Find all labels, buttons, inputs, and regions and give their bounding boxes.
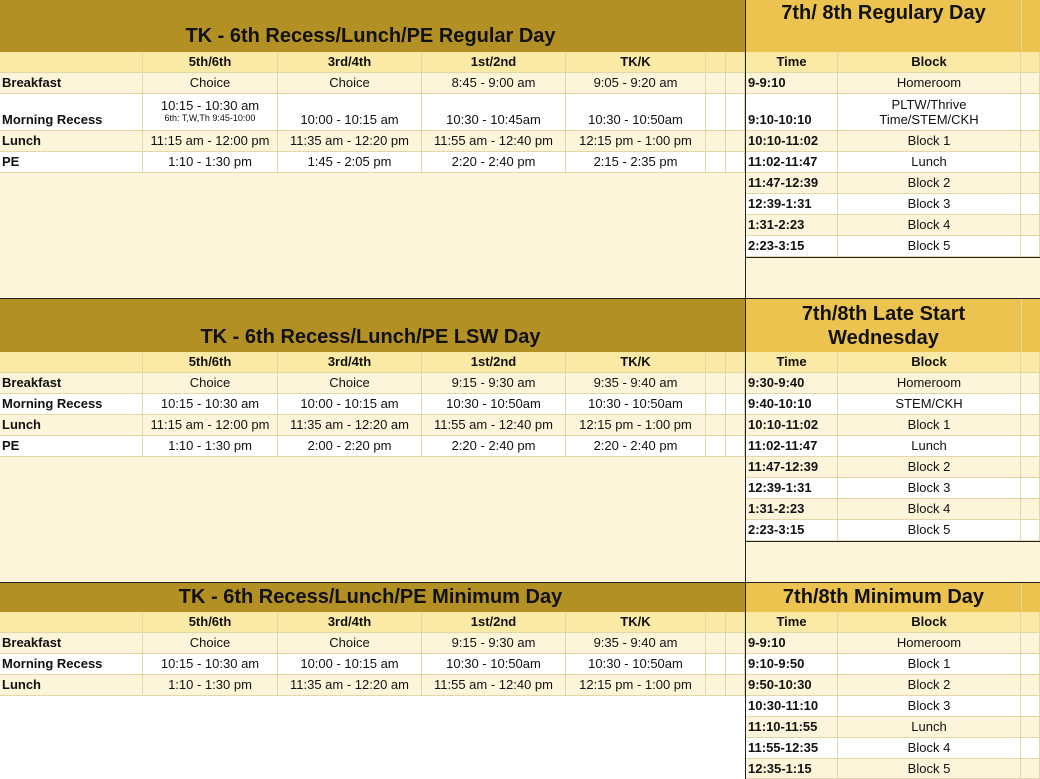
block-cell: Block 5 — [838, 759, 1021, 779]
time-cell: 9:50-10:30 — [746, 675, 838, 696]
table-row — [746, 194, 1040, 215]
recess-time: 10:15 - 10:30 am — [160, 98, 260, 113]
table-row — [746, 394, 1040, 415]
table-cell: 2:20 - 2:40 pm — [566, 436, 706, 457]
table-row — [746, 73, 1040, 94]
block-cell: STEM/CKH — [838, 394, 1021, 415]
header-tk-k: TK/K — [566, 52, 706, 73]
time-cell: 9-9:10 — [746, 633, 838, 654]
block-cell: Block 2 — [838, 173, 1021, 194]
minimum-header-row — [0, 612, 745, 633]
table-cell — [726, 94, 745, 131]
time-cell: 1:31-2:23 — [746, 215, 838, 236]
block-cell — [838, 94, 1021, 131]
ms-regular-header-row — [746, 52, 1040, 73]
lsw-title: TK - 6th Recess/Lunch/PE LSW Day — [200, 326, 541, 348]
table-cell: 9:35 - 9:40 am — [566, 633, 706, 654]
table-row — [0, 675, 745, 696]
minimum-title-bar — [0, 583, 745, 612]
time-text: 9:10-10:10 — [748, 112, 812, 127]
table-cell: 2:20 - 2:40 pm — [422, 436, 566, 457]
table-cell: 11:15 am - 12:00 pm — [143, 131, 278, 152]
table-cell: 10:00 - 10:15 am — [278, 394, 422, 415]
regular-header-row — [0, 52, 745, 73]
row-label: Breakfast — [0, 73, 143, 94]
table-cell: Choice — [143, 73, 278, 94]
header-tk-k: TK/K — [566, 352, 706, 373]
table-cell: 11:55 am - 12:40 pm — [422, 131, 566, 152]
time-cell: 9:30-9:40 — [746, 373, 838, 394]
table-cell — [422, 94, 566, 131]
row-label: PE — [0, 436, 143, 457]
block-cell: Block 3 — [838, 696, 1021, 717]
table-cell — [1021, 236, 1040, 257]
table-row — [746, 457, 1040, 478]
table-row — [0, 415, 745, 436]
table-cell: 9:05 - 9:20 am — [566, 73, 706, 94]
time-cell: 12:39-1:31 — [746, 194, 838, 215]
header-5th-6th: 5th/6th — [143, 352, 278, 373]
table-cell — [706, 131, 726, 152]
header-time: Time — [746, 52, 838, 73]
table-cell — [566, 94, 706, 131]
table-row — [746, 633, 1040, 654]
time-cell: 1:31-2:23 — [746, 499, 838, 520]
table-cell — [1021, 173, 1040, 194]
ms-late-title-line2: Wednesday — [828, 327, 939, 349]
block-cell: Lunch — [838, 152, 1021, 173]
table-cell: 9:15 - 9:30 am — [422, 633, 566, 654]
table-cell: 11:35 am - 12:20 pm — [278, 131, 422, 152]
table-row — [746, 654, 1040, 675]
table-cell — [706, 373, 726, 394]
ms-late-title-bar — [746, 299, 1021, 352]
time-cell: 11:02-11:47 — [746, 152, 838, 173]
table-cell — [1021, 478, 1040, 499]
table-cell: Choice — [143, 373, 278, 394]
table-cell: 9:15 - 9:30 am — [422, 373, 566, 394]
ms-minimum-title-spacer — [1021, 583, 1040, 612]
time-cell — [746, 94, 838, 131]
table-row — [746, 738, 1040, 759]
block-cell: Block 1 — [838, 415, 1021, 436]
table-row — [746, 499, 1040, 520]
table-cell: Choice — [278, 633, 422, 654]
row-label: Breakfast — [0, 373, 143, 394]
table-cell — [1021, 73, 1040, 94]
block-cell: Block 2 — [838, 457, 1021, 478]
header-time: Time — [746, 612, 838, 633]
table-cell — [726, 131, 745, 152]
minimum-title: TK - 6th Recess/Lunch/PE Minimum Day — [178, 586, 563, 608]
table-row — [746, 520, 1040, 541]
time-cell: 10:10-11:02 — [746, 131, 838, 152]
header-3rd-4th: 3rd/4th — [278, 52, 422, 73]
table-cell — [143, 94, 278, 131]
row-label: Lunch — [0, 131, 143, 152]
table-cell — [726, 73, 745, 94]
ms-late-header-row — [746, 352, 1040, 373]
time-cell: 12:39-1:31 — [746, 478, 838, 499]
table-cell — [1021, 696, 1040, 717]
table-cell: 10:30 - 10:50am — [422, 654, 566, 675]
table-cell: 1:10 - 1:30 pm — [143, 152, 278, 173]
ms-regular-title-spacer — [1021, 0, 1040, 52]
block-cell: Block 5 — [838, 520, 1021, 541]
table-row — [0, 94, 745, 131]
table-cell: 1:45 - 2:05 pm — [278, 152, 422, 173]
block-cell: Block 1 — [838, 131, 1021, 152]
ms-regular-title: 7th/ 8th Regulary Day — [781, 2, 986, 24]
ms-late-title-spacer — [1021, 299, 1040, 352]
table-row — [746, 696, 1040, 717]
table-row — [746, 152, 1040, 173]
time-cell: 10:30-11:10 — [746, 696, 838, 717]
table-row — [0, 436, 745, 457]
header-spacer — [726, 352, 745, 373]
header-blank — [0, 52, 143, 73]
ms-minimum-title-bar — [746, 583, 1021, 612]
row-label-text: Morning Recess — [2, 112, 103, 127]
table-cell — [1021, 194, 1040, 215]
time-cell: 9-9:10 — [746, 73, 838, 94]
table-cell — [1021, 457, 1040, 478]
ms-minimum-header-row — [746, 612, 1040, 633]
time-cell: 11:55-12:35 — [746, 738, 838, 759]
block-cell: Block 5 — [838, 236, 1021, 257]
time-cell: 2:23-3:15 — [746, 520, 838, 541]
row-label: Morning Recess — [0, 394, 143, 415]
row-label: Morning Recess — [0, 654, 143, 675]
table-row — [746, 478, 1040, 499]
table-cell: Choice — [143, 633, 278, 654]
cell-text: 10:00 - 10:15 am — [300, 112, 399, 127]
table-cell — [726, 654, 745, 675]
block-cell: Block 3 — [838, 478, 1021, 499]
table-cell: 10:30 - 10:50am — [566, 394, 706, 415]
header-block: Block — [838, 352, 1021, 373]
header-spacer — [706, 352, 726, 373]
table-cell — [706, 73, 726, 94]
table-cell — [1021, 415, 1040, 436]
block-line-1: PLTW/Thrive — [891, 97, 967, 112]
table-cell — [706, 654, 726, 675]
table-cell — [1021, 738, 1040, 759]
table-cell — [1021, 499, 1040, 520]
table-cell: 10:30 - 10:50am — [422, 394, 566, 415]
header-spacer — [726, 612, 745, 633]
table-cell: 2:15 - 2:35 pm — [566, 152, 706, 173]
table-row — [0, 131, 745, 152]
row-label: Breakfast — [0, 633, 143, 654]
table-cell — [1021, 131, 1040, 152]
table-cell — [706, 633, 726, 654]
header-blank — [0, 352, 143, 373]
table-cell — [706, 394, 726, 415]
block-cell: Lunch — [838, 436, 1021, 457]
table-cell — [706, 415, 726, 436]
header-3rd-4th: 3rd/4th — [278, 612, 422, 633]
table-row — [746, 236, 1040, 257]
block-cell: Homeroom — [838, 633, 1021, 654]
table-cell: Choice — [278, 73, 422, 94]
table-cell — [1021, 520, 1040, 541]
table-bottom-border — [746, 541, 1040, 542]
table-row — [746, 94, 1040, 131]
table-cell: 11:35 am - 12:20 am — [278, 675, 422, 696]
table-row — [746, 717, 1040, 738]
table-row — [0, 373, 745, 394]
time-cell: 11:47-12:39 — [746, 173, 838, 194]
table-row — [746, 373, 1040, 394]
table-row — [0, 73, 745, 94]
table-row — [746, 131, 1040, 152]
time-cell: 11:47-12:39 — [746, 457, 838, 478]
header-spacer — [1021, 52, 1040, 73]
header-block: Block — [838, 52, 1021, 73]
cell-text: 10:30 - 10:50am — [588, 112, 683, 127]
ms-minimum-title: 7th/8th Minimum Day — [782, 586, 985, 608]
header-spacer — [726, 52, 745, 73]
row-label: Lunch — [0, 415, 143, 436]
table-cell — [726, 394, 745, 415]
table-cell — [726, 373, 745, 394]
header-5th-6th: 5th/6th — [143, 612, 278, 633]
table-cell — [726, 436, 745, 457]
table-row — [746, 173, 1040, 194]
table-cell: 10:00 - 10:15 am — [278, 654, 422, 675]
lsw-header-row — [0, 352, 745, 373]
header-time: Time — [746, 352, 838, 373]
time-cell: 10:10-11:02 — [746, 415, 838, 436]
block-cell: Block 3 — [838, 194, 1021, 215]
block-cell: Homeroom — [838, 73, 1021, 94]
time-cell: 2:23-3:15 — [746, 236, 838, 257]
table-cell: 8:45 - 9:00 am — [422, 73, 566, 94]
table-row — [0, 152, 745, 173]
header-3rd-4th: 3rd/4th — [278, 352, 422, 373]
header-block: Block — [838, 612, 1021, 633]
table-cell: 11:55 am - 12:40 pm — [422, 675, 566, 696]
cell-text: 10:30 - 10:45am — [446, 112, 541, 127]
regular-title: TK - 6th Recess/Lunch/PE Regular Day — [185, 25, 556, 47]
table-cell — [1021, 373, 1040, 394]
table-cell: 12:15 pm - 1:00 pm — [566, 675, 706, 696]
table-row — [746, 759, 1040, 779]
block-cell: Block 4 — [838, 215, 1021, 236]
block-cell: Block 1 — [838, 654, 1021, 675]
table-cell: 12:15 pm - 1:00 pm — [566, 415, 706, 436]
table-cell: 11:55 am - 12:40 pm — [422, 415, 566, 436]
table-cell — [706, 94, 726, 131]
header-spacer — [706, 612, 726, 633]
table-cell — [706, 152, 726, 173]
table-cell — [1021, 654, 1040, 675]
table-cell: 11:35 am - 12:20 am — [278, 415, 422, 436]
row-label: PE — [0, 152, 143, 173]
table-cell — [726, 415, 745, 436]
table-cell: 1:10 - 1:30 pm — [143, 436, 278, 457]
table-bottom-border — [746, 257, 1040, 258]
blank-area — [0, 696, 745, 779]
table-cell — [1021, 394, 1040, 415]
time-cell: 11:02-11:47 — [746, 436, 838, 457]
table-cell — [278, 94, 422, 131]
table-row — [746, 215, 1040, 236]
ms-regular-title-bar — [746, 0, 1021, 52]
table-row — [746, 415, 1040, 436]
lsw-title-bar — [0, 299, 745, 352]
time-cell: 11:10-11:55 — [746, 717, 838, 738]
table-row — [0, 394, 745, 415]
table-cell — [1021, 759, 1040, 779]
table-cell: 11:15 am - 12:00 pm — [143, 415, 278, 436]
header-1st-2nd: 1st/2nd — [422, 612, 566, 633]
row-label: Lunch — [0, 675, 143, 696]
block-cell: Lunch — [838, 717, 1021, 738]
table-cell: 9:35 - 9:40 am — [566, 373, 706, 394]
table-cell — [1021, 633, 1040, 654]
block-cell: Block 4 — [838, 738, 1021, 759]
table-cell: 10:30 - 10:50am — [566, 654, 706, 675]
header-spacer — [1021, 352, 1040, 373]
row-label — [0, 94, 143, 131]
header-blank — [0, 612, 143, 633]
ms-late-title-line1: 7th/8th Late Start — [801, 303, 966, 325]
block-cell: Block 2 — [838, 675, 1021, 696]
table-cell — [726, 675, 745, 696]
block-cell: Homeroom — [838, 373, 1021, 394]
table-cell — [1021, 94, 1040, 131]
table-cell — [1021, 436, 1040, 457]
regular-title-bar — [0, 0, 745, 52]
time-cell: 12:35-1:15 — [746, 759, 838, 779]
table-cell: 1:10 - 1:30 pm — [143, 675, 278, 696]
block-cell: Block 4 — [838, 499, 1021, 520]
table-cell — [1021, 675, 1040, 696]
table-cell — [726, 633, 745, 654]
table-cell: 12:15 pm - 1:00 pm — [566, 131, 706, 152]
block-line-2: Time/STEM/CKH — [879, 112, 979, 127]
table-cell — [1021, 152, 1040, 173]
table-cell — [726, 152, 745, 173]
header-1st-2nd: 1st/2nd — [422, 352, 566, 373]
table-cell: Choice — [278, 373, 422, 394]
table-cell: 2:00 - 2:20 pm — [278, 436, 422, 457]
table-row — [746, 436, 1040, 457]
header-5th-6th: 5th/6th — [143, 52, 278, 73]
table-cell — [1021, 215, 1040, 236]
table-cell — [706, 436, 726, 457]
table-cell: 10:15 - 10:30 am — [143, 654, 278, 675]
table-cell: 2:20 - 2:40 pm — [422, 152, 566, 173]
table-row — [0, 654, 745, 675]
table-row — [0, 633, 745, 654]
table-cell: 10:15 - 10:30 am — [143, 394, 278, 415]
header-spacer — [1021, 612, 1040, 633]
time-cell: 9:10-9:50 — [746, 654, 838, 675]
time-cell: 9:40-10:10 — [746, 394, 838, 415]
recess-note: 6th: T,W,Th 9:45-10:00 — [164, 113, 256, 123]
header-spacer — [706, 52, 726, 73]
header-tk-k: TK/K — [566, 612, 706, 633]
table-cell — [1021, 717, 1040, 738]
header-1st-2nd: 1st/2nd — [422, 52, 566, 73]
table-cell — [706, 675, 726, 696]
table-row — [746, 675, 1040, 696]
